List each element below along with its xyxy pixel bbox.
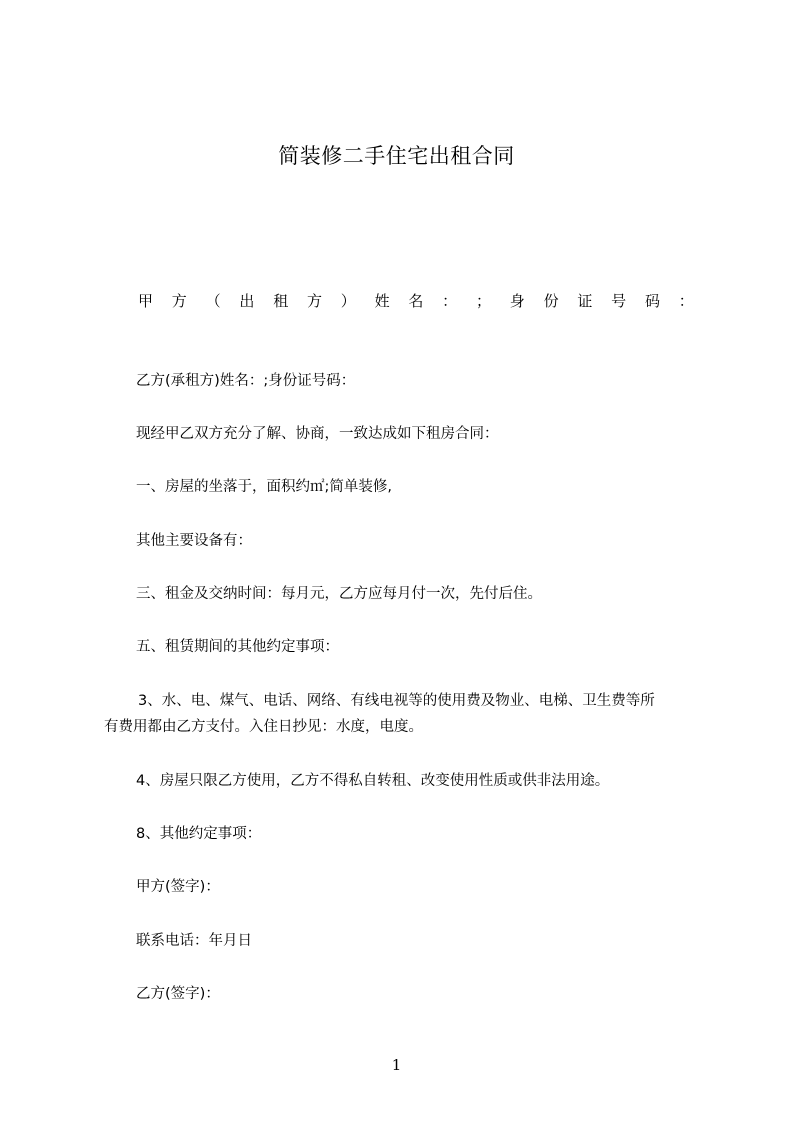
party-a-char: （	[205, 292, 221, 310]
party-b-line: 乙方(承租方)姓名：;身份证号码：	[136, 373, 356, 389]
intro-paragraph: 现经甲乙双方充分了解、协商，一致达成如下租房合同：	[136, 426, 499, 442]
party-a-char: 码	[644, 292, 660, 310]
item-3-line-2: 有费用都由乙方支付。入住日抄见：水度，电度。	[104, 719, 423, 735]
party-a-char: 名	[408, 292, 424, 310]
item-8: 8、其他约定事项：	[136, 826, 262, 842]
party-a-char: 号	[611, 292, 627, 310]
contact-line: 联系电话：年月日	[136, 933, 252, 949]
page-number: 1	[391, 1056, 402, 1074]
party-a-char: 出	[239, 292, 255, 310]
party-a-char: 证	[577, 292, 593, 310]
party-a-char: ：	[678, 292, 694, 310]
party-a-char: 姓	[374, 292, 390, 310]
clause-5: 五、租赁期间的其他约定事项：	[136, 639, 339, 655]
clause-3: 三、租金及交纳时间：每月元，乙方应每月付一次，先付后住。	[136, 586, 542, 602]
party-a-char: 甲	[138, 292, 154, 310]
document-title: 简装修二手住宅出租合同	[278, 144, 515, 168]
item-4: 4、房屋只限乙方使用，乙方不得私自转租、改变使用性质或供非法用途。	[136, 773, 610, 789]
party-a-char: 份	[543, 292, 559, 310]
item-3-paragraph	[104, 688, 714, 740]
party-b-signature: 乙方(签字)：	[136, 986, 220, 1002]
party-a-line	[138, 290, 694, 312]
party-a-char: ；	[475, 292, 491, 310]
clause-1: 一、房屋的坐落于，面积约㎡;简单装修,	[136, 479, 392, 495]
party-a-char: 方	[171, 292, 187, 310]
party-a-char: 租	[273, 292, 289, 310]
equipment-line: 其他主要设备有：	[136, 533, 252, 549]
party-a-char: ）	[340, 292, 356, 310]
party-a-char: 身	[509, 292, 525, 310]
party-a-signature: 甲方(签字)：	[136, 879, 220, 895]
party-a-char: ：	[442, 292, 458, 310]
party-a-char: 方	[306, 292, 322, 310]
item-3-line-1: 3、水、电、煤气、电话、网络、有线电视等的使用费及物业、电梯、卫生费等所	[138, 693, 655, 709]
